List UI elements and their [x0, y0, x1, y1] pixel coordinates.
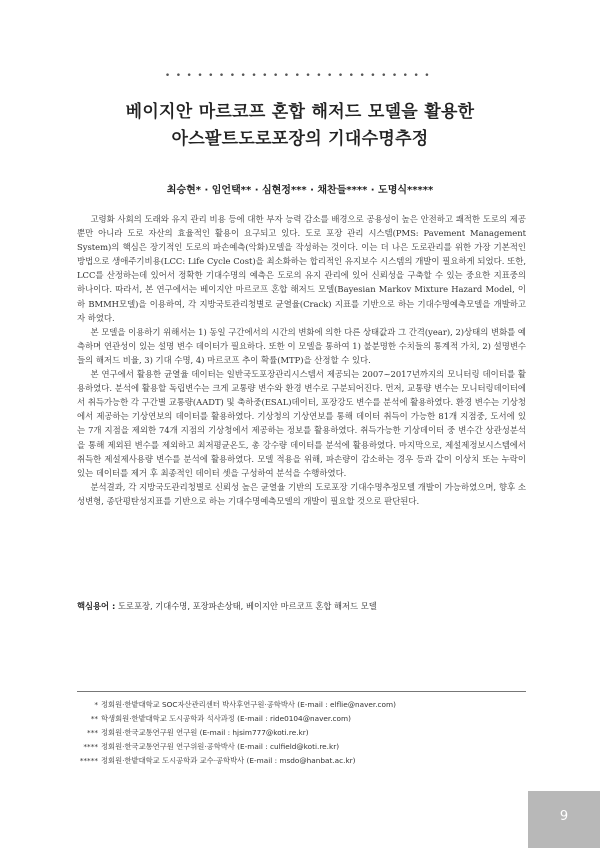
footnote-item [74, 698, 534, 712]
footnote-mark: **** [83, 742, 98, 751]
footnote-mark: *** [87, 728, 98, 737]
footnote-text: 정회원·한국교통연구원 연구위원·공학박사 (E-mail : culfield@koti.re.kr) [101, 742, 340, 751]
footnote-item [74, 712, 534, 726]
footnotes [74, 698, 534, 768]
abstract-paragraph: 분석결과, 각 지방국도관리청별로 신뢰성 높은 균열율 기반의 도로포장 기대수명추정모델 개발이 가능하였으며, 향후 소성변형, 종단평탄성지표를 기반으로 하는 기대수명예측모델의 개발이 필요할 것으로 판단된다. [77, 481, 526, 506]
abstract-paragraph: 고령화 사회의 도래와 유지 관리 비용 등에 대한 부자 능력 감소를 배경으로 공용성이 높은 안전하고 쾌적한 도로의 제공뿐만 아니라 도로 자산의 효율적인 활용이 요구되고 있다. 도로 포장 관리 시스템(PMS: Pavement Management System)의 핵심은 장기적인 도로의 파손예측(악화)모델을 작성하는 것이다. 이는 더 나은 도로관리를 위한 가장 기본적인 방법으로 생애주기비용(LCC: Life Cycle Cost)을 최소화하는 합리적인 유지보수 시스템의 개발이 필요하게 되었다. 또한, LCC를 산정하는데 있어서 정확한 기대수명의 예측은 도로의 유지 관리에 있어 신뢰성을 구축할 수 있는 중요한 지표중의 하나이다. 따라서, 본 연구에서는 베이지안 마르코프 혼합 해저드 모델(Bayesian Markov Mixture Hazard Model, 이하 BMMH모델)을 이용하여, 각 지방국토관리청별로 균열율(Crack) 지표를 기반으로 하는 기대수명예측모델을 개발하고자 하였다. [77, 214, 526, 323]
author-list: 최승현* · 임언택** · 심현정*** · 채찬들**** · 도명식***** [166, 185, 434, 196]
footnote-item [74, 726, 534, 740]
footnote-mark: ** [90, 714, 98, 723]
footnote-mark: ***** [79, 756, 98, 765]
paper-title-line-2: 아스팔트도로포장의 기대수명추정 [171, 129, 429, 149]
footnote-divider [77, 691, 526, 692]
abstract [77, 212, 526, 508]
footnote-text: 정회원·한국교통연구원 연구원 (E-mail : hjsim777@koti.re.kr) [101, 728, 309, 737]
abstract-paragraph: 본 연구에서 활용한 균열율 데이터는 일반국도포장관리시스템서 제공되는 2007~2017년까지의 모니터링 데이터를 활용하였다. 분석에 활용할 독립변수는 크게 교통량 변수와 환경 변수로 구분되어진다. 먼저, 교통량 변수는 모니터링데이터에서 취득가능한 각 구간별 교통량(AADT) 및 축하중(ESAL)데이터, 포장강도 변수를 분석에 활용하였다. 환경 변수는 기상청에서 제공하는 기상연보의 데이터를 활용하였다. 기상청의 기상연보를 통해 데이터 취득이 가능한 81개 지점중, 도서에 있는 7개 지점을 제외한 74개 지점의 기상청에서 제공하는 정보를 활용하였다. 취득가능한 기상데이터 중 변수간 상관성분석을 통해 제외된 변수를 제외하고 최저평균온도, 총 강수량 데이터를 분석에 활용하였다. 마지막으로, 제설제정보시스템에서 취득한 제설제사용량 변수를 분석에 활용하였다. 모델 적용을 위해, 파손량이 감소하는 경우 등과 같이 이상치 또는 누락이 있는 데이터를 제거 후 최종적인 데이터 셋을 구성하여 분석을 수행하였다. [77, 369, 527, 478]
abstract-paragraph: 본 모델을 이용하기 위해서는 1) 동일 구간에서의 시간의 변화에 의한 다른 상태값과 그 간격(year), 2)상태의 변화를 예측하며 연관성이 있는 설명 변수 데이터가 필요하다. 또한 이 모델을 통하여 1) 불분명한 수치들의 통계적 가치, 2) 설명변수들의 해저드 비율, 3) 기대 수명, 4) 마르코프 추이 확률(MTP)을 산정할 수 있다. [77, 326, 526, 365]
keywords-text: 도로포장, 기대수명, 포장파손상태, 베이지안 마르코프 혼합 해저드 모델 [117, 601, 377, 611]
footnote-item [74, 740, 534, 754]
decorative-dot-row: ••••••••••••••••••••••••• [164, 71, 436, 81]
footnote-text: 학생회원·한밭대학교 도시공학과 석사과정 (E-mail : ride0104@naver.com) [101, 714, 351, 723]
keywords [77, 600, 526, 612]
page-number: 9 [559, 809, 569, 824]
keywords-label: 핵심용어 : [77, 601, 116, 611]
footnote-text: 정회원·한밭대학교 SOC자산관리센터 박사후연구원·공학박사 (E-mail : elflie@naver.com) [101, 700, 396, 709]
footnote-mark: * [94, 700, 98, 709]
footnote-text: 정회원·한밭대학교 도시공학과 교수·공학박사 (E-mail : msdo@hanbat.ac.kr) [101, 756, 356, 765]
page-number-tab [528, 791, 600, 848]
paper-title-line-1: 베이지안 마르코프 혼합 해저드 모델을 활용한 [125, 102, 475, 122]
footnote-item [74, 754, 534, 768]
